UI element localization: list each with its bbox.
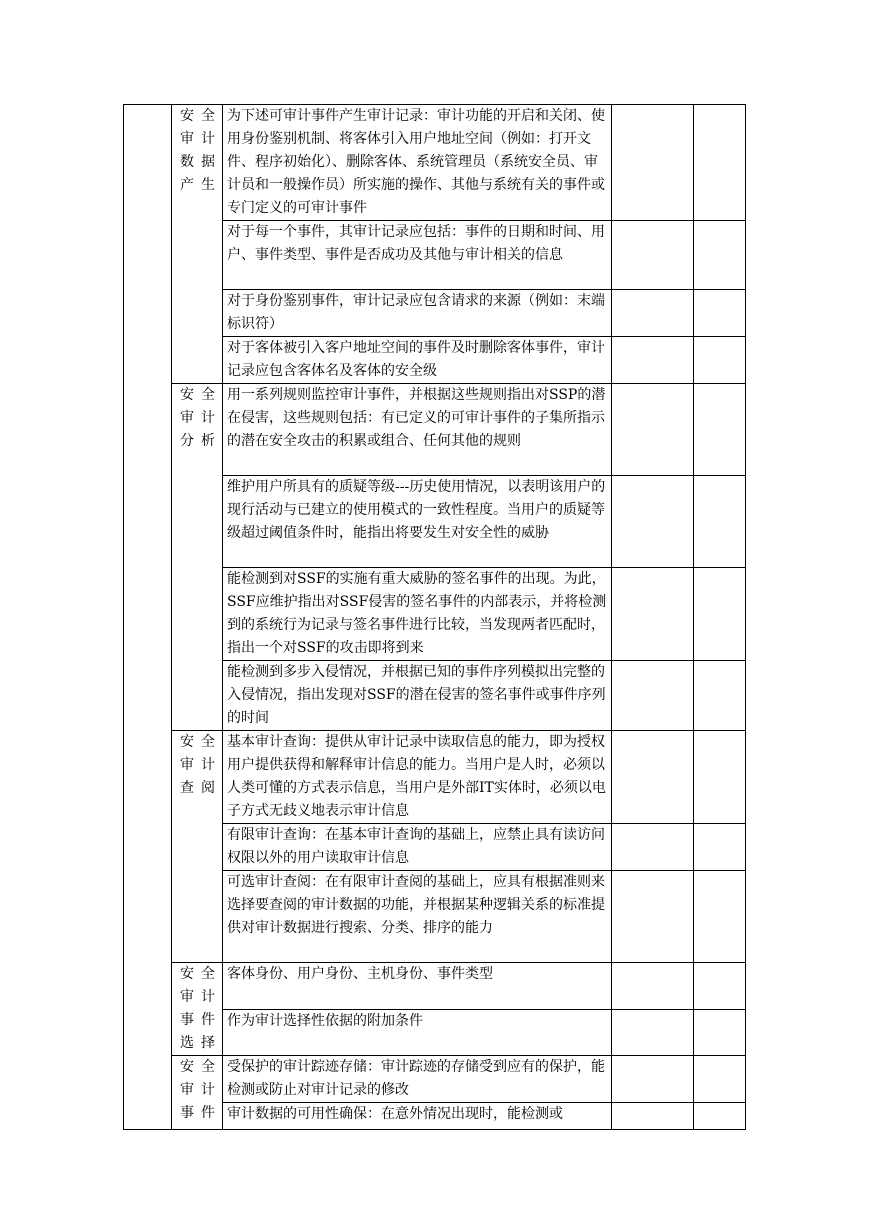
remark-cell: [694, 290, 746, 337]
table-row: [124, 384, 746, 476]
result-cell: [612, 384, 694, 476]
requirement-cell: 基本审计查询：提供从审计记录中读取信息的能力，即为授权用户提供获得和解释审计信息的能力。当用户是人时，必须以人类可懂的方式表示信息，当用户是外部IT实体时，必须以电子方式无歧义地表示审计信息: [223, 731, 612, 824]
result-cell: [612, 568, 694, 661]
requirement-cell: 对于身份鉴别事件，审计记录应包含请求的来源（例如：末端标识符）: [223, 290, 612, 337]
result-cell: [612, 1103, 694, 1130]
remark-cell: [694, 963, 746, 1010]
remark-cell: [694, 1056, 746, 1103]
result-cell: [612, 871, 694, 963]
requirement-cell: 受保护的审计踪迹存储：审计踪迹的存储受到应有的保护，能检测或防止对审计记录的修改: [223, 1056, 612, 1103]
table-row: [124, 105, 746, 221]
result-cell: [612, 963, 694, 1010]
remark-cell: [694, 476, 746, 568]
requirement-cell: 作为审计选择性依据的附加条件: [223, 1009, 612, 1056]
category-cell: 安全审计查阅: [172, 731, 223, 963]
remark-cell: [694, 105, 746, 221]
requirement-cell: 用一系列规则监控审计事件，并根据这些规则指出对SSP的潜在侵害，这些规则包括：有已定义的可审计事件的子集所指示的潜在安全攻击的积累或组合、任何其他的规则: [223, 384, 612, 476]
result-cell: [612, 337, 694, 384]
category-cell: 安全审计事件选择: [172, 963, 223, 1056]
category-cell: 安全审计数据产生: [172, 105, 223, 384]
result-cell: [612, 824, 694, 871]
remark-cell: [694, 731, 746, 824]
requirement-cell: 维护用户所具有的质疑等级---历史使用情况，以表明该用户的现行活动与已建立的使用模式的一致性程度。当用户的质疑等级超过阈值条件时，能指出将要发生对安全性的威胁: [223, 476, 612, 568]
requirement-cell: 有限审计查询：在基本审计查询的基础上，应禁止具有读访问权限以外的用户读取审计信息: [223, 824, 612, 871]
remark-cell: [694, 1103, 746, 1130]
blank-first-column: [124, 105, 172, 1130]
requirement-cell: 对于每一个事件，其审计记录应包括：事件的日期和时间、用户、事件类型、事件是否成功及其他与审计相关的信息: [223, 221, 612, 290]
requirement-cell: 能检测到多步入侵情况，并根据已知的事件序列模拟出完整的入侵情况，指出发现对SSF的潜在侵害的签名事件或事件序列的时间: [223, 661, 612, 731]
result-cell: [612, 1056, 694, 1103]
remark-cell: [694, 661, 746, 731]
remark-cell: [694, 568, 746, 661]
result-cell: [612, 476, 694, 568]
result-cell: [612, 731, 694, 824]
requirement-cell: 能检测到对SSF的实施有重大威胁的签名事件的出现。为此，SSF应维护指出对SSF侵害的签名事件的内部表示，并将检测到的系统行为记录与签名事件进行比较，当发现两者匹配时，指出一个对SSF的攻击即将到来: [223, 568, 612, 661]
category-cell: 安全审计事件: [172, 1056, 223, 1130]
result-cell: [612, 661, 694, 731]
audit-requirements-table: [123, 104, 746, 1130]
remark-cell: [694, 221, 746, 290]
remark-cell: [694, 1009, 746, 1056]
table-row: [124, 1056, 746, 1103]
category-cell: 安全审计分析: [172, 384, 223, 731]
requirement-cell: 客体身份、用户身份、主机身份、事件类型: [223, 963, 612, 1010]
requirement-cell: 对于客体被引入客户地址空间的事件及时删除客体事件，审计记录应包含客体名及客体的安全级: [223, 337, 612, 384]
table-row: [124, 963, 746, 1010]
remark-cell: [694, 824, 746, 871]
requirement-cell: 审计数据的可用性确保：在意外情况出现时，能检测或: [223, 1103, 612, 1130]
requirement-cell: 可选审计查阅：在有限审计查阅的基础上，应具有根据准则来选择要查阅的审计数据的功能，并根据某种逻辑关系的标准提供对审计数据进行搜索、分类、排序的能力: [223, 871, 612, 963]
result-cell: [612, 1009, 694, 1056]
table-row: [124, 731, 746, 824]
result-cell: [612, 105, 694, 221]
remark-cell: [694, 337, 746, 384]
remark-cell: [694, 871, 746, 963]
result-cell: [612, 221, 694, 290]
remark-cell: [694, 384, 746, 476]
requirement-cell: 为下述可审计事件产生审计记录：审计功能的开启和关闭、使用身份鉴别机制、将客体引入用户地址空间（例如：打开文件、程序初始化）、删除客体、系统管理员（系统安全员、审计员和一般操作员）所实施的操作、其他与系统有关的事件或专门定义的可审计事件: [223, 105, 612, 221]
result-cell: [612, 290, 694, 337]
